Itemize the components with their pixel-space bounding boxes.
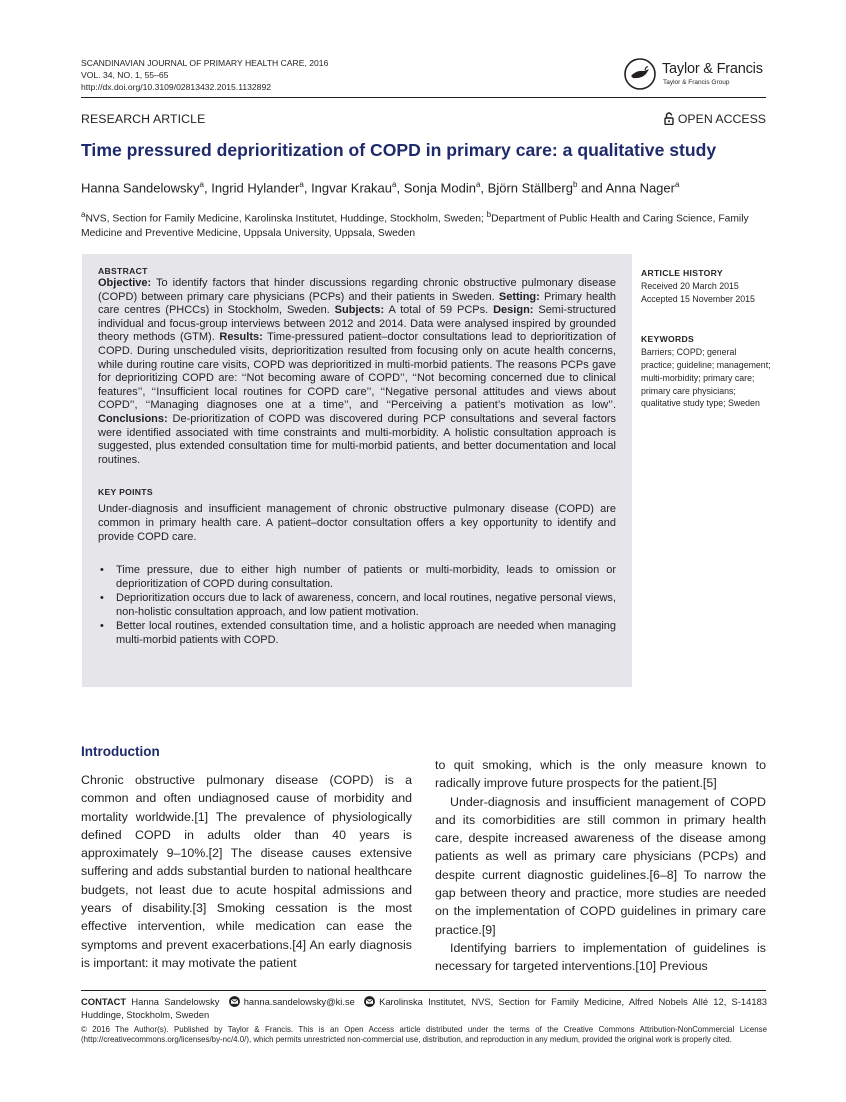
accepted-date: Accepted 15 November 2015 [641, 293, 755, 304]
introduction-heading: Introduction [81, 744, 160, 759]
open-lock-icon [664, 112, 674, 125]
license-text: © 2016 The Author(s). Published by Taylor & Francis. This is an Open Access article distributed under the terms of the Creative Commons Attribution-NonCommercial License (http://creativecommons.org/licenses/by-nc/4.0/), which permits unrestricted non-commercial use, distribution, and reproduction in any medium, provided the original work is properly cited. [81, 1025, 767, 1045]
author-name: Ingvar Krakau [311, 180, 392, 196]
key-points-intro: Under-diagnosis and insufficient management of chronic obstructive pulmonary disease (COPD) are common in primary health care. A patient–doctor consultation offers a key opportunity to identify and provide COPD care. [98, 503, 616, 543]
key-point-item: • Better local routines, extended consultation time, and a holistic approach are needed when managing multi-morbid patients with COPD. [98, 620, 616, 647]
author-name: Ingrid Hylander [211, 180, 300, 196]
author-name: Hanna Sandelowsky [81, 180, 200, 196]
affil-mark-b: b [486, 210, 492, 219]
results-text: Time-pressured patient–doctor consultations lead to deprioritization of COPD. During unscheduled visits, deprioritization resulted from focusing only on acute health concerns, while during routine care visits, COPD was deprioritized in multi-morbid patients. The reasons PCPs gave for deprioritizing COPD are: ‘‘Not becoming aware of COPD’’, ‘‘Not becoming concerned due to clinical features’’, ‘‘Insufficient local routines for COPD care’’, ‘‘Negative personal attitudes and views about COPD’’, ‘‘Managing diagnoses one at a time’’, and ‘‘Perceiving a patient’s motivation as low’’. [98, 331, 616, 412]
open-access-badge [664, 112, 766, 126]
intro-paragraph-cont: to quit smoking, which is the only measure known to radically improve future prospects for the patient.[5] [435, 758, 766, 791]
lamp-logo-icon [624, 58, 656, 90]
contact-name: Hanna Sandelowsky [131, 996, 220, 1007]
intro-right-column [435, 756, 766, 976]
journal-doi-link[interactable]: http://dx.doi.org/10.3109/02813432.2015.1132892 [81, 82, 272, 92]
article-sidebar [641, 267, 771, 410]
open-access-label: OPEN ACCESS [677, 112, 766, 126]
author-affiliation-mark: b [572, 180, 578, 189]
contact-email-link[interactable]: hanna.sandelowsky@ki.se [243, 996, 355, 1007]
design-label: Design: [493, 304, 534, 317]
footer-rule [81, 990, 766, 991]
author-affiliation-mark: a [199, 180, 204, 189]
affiliations [81, 207, 771, 241]
conclusions-text: De-prioritization of COPD was discovered during PCP consultations and several factors were identified associated with time constraints and multi-morbidity. A holistic consultation approach is suggested, plus extended consultation time for multi-morbid patients, and better documentation and local routines. [98, 412, 616, 466]
contact-info [81, 996, 767, 1021]
affil-a: NVS, Section for Family Medicine, Karolinska Institutet, Huddinge, Stockholm, Sweden; [85, 213, 487, 225]
key-points-label: KEY POINTS [98, 487, 153, 498]
article-type: RESEARCH ARTICLE [81, 112, 206, 126]
journal-name: SCANDINAVIAN JOURNAL OF PRIMARY HEALTH CARE, 2016 [81, 58, 329, 68]
author-name: Anna Nager [605, 180, 675, 196]
conclusions-label: Conclusions: [98, 412, 168, 425]
publisher-group: Taylor & Francis Group [663, 79, 730, 86]
author-name: Björn Ställberg [487, 180, 573, 196]
setting-label: Setting: [498, 290, 540, 303]
author-affiliation-mark: a [674, 180, 680, 189]
author-name: Sonja Modin [403, 180, 476, 196]
key-points-list [98, 564, 616, 648]
intro-left-column [81, 771, 412, 972]
keywords-text: Barriers; COPD; general practice; guideline; management; multi-morbidity; primary care; primary care physicians; qualitative study type; Sweden [641, 347, 771, 409]
author-affiliation-mark: a [392, 180, 397, 189]
journal-volume: VOL. 34, NO. 1, 55–65 [81, 70, 169, 80]
contact-address: Karolinska Institutet, NVS, Section for Family Medicine, Alfred Nobels Allé 12, S-14183 Huddinge, Stockholm, Sweden [81, 996, 767, 1020]
affil-b: Department of Public Health and Caring Science, Family Medicine and Preventive Medicine, Uppsala University, Uppsala, Sweden [81, 213, 749, 240]
key-point-item: • Time pressure, due to either high number of patients or multi-morbidity, leads to omission or deprioritization of COPD during consultation. [98, 564, 616, 591]
setting-text: Primary health care centres (PHCCs) in Stockholm, Sweden. [98, 290, 616, 317]
history-label: ARTICLE HISTORY [641, 268, 723, 278]
subjects-text: A total of 59 PCPs. [384, 304, 494, 317]
address-icon [363, 996, 376, 1007]
publisher-name: Taylor & Francis [662, 61, 763, 77]
author-list: Hanna Sandelowsky$^a$, Ingrid Hylander$^a$, Ingvar Krakau$^a$, Sonja Modin$^a$, Björn Ställberg$^b$ and Anna Nager$^a$ [81, 180, 680, 196]
objective-text: To identify factors that hinder discussions regarding chronic obstructive pulmonary disease (COPD) between primary care physicians (PCPs) and their patients in Sweden. [98, 277, 616, 303]
abstract-box [82, 254, 632, 687]
header-rule [81, 97, 766, 98]
journal-meta [81, 57, 328, 93]
email-icon [228, 996, 241, 1007]
publisher-logo [624, 58, 769, 92]
article-title: Time pressured deprioritization of COPD in primary care: a qualitative study [81, 140, 717, 160]
results-label: Results: [219, 331, 263, 344]
key-point-item: • Deprioritization occurs due to lack of awareness, concern, and local routines, negative personal views, non-holistic consultation approach, and low patient motivation. [98, 592, 616, 619]
keywords-label: KEYWORDS [641, 334, 695, 345]
affil-mark-a: a [81, 210, 86, 219]
intro-paragraph: Under-diagnosis and insufficient management of COPD and its comorbidities are still common in primary health care, despite increased awareness of the disease among patients as well as primary care physicians (PCPs) and despite current diagnostic guidelines.[6–8] To narrow the gap between theory and practice, more studies are needed on the implementation of COPD guidelines in primary care practice.[9] [435, 794, 766, 937]
abstract-text [98, 277, 616, 467]
author-affiliation-mark: a [299, 180, 304, 189]
author-affiliation-mark: a [475, 180, 481, 189]
received-date: Received 20 March 2015 [641, 280, 739, 291]
subjects-label: Subjects: [334, 304, 385, 317]
intro-paragraph: Identifying barriers to implementation of guidelines is necessary for targeted interventions.[10] Previous [435, 940, 766, 974]
abstract-label: ABSTRACT [98, 266, 148, 276]
design-text: Semi-structured individual and focus-group interviews between 2012 and 2014. Data were analysed inspired by grounded theory methods (GTM). [98, 304, 616, 344]
objective-label: Objective: [98, 277, 152, 289]
intro-paragraph: Chronic obstructive pulmonary disease (COPD) is a common and often undiagnosed cause of morbidity and mortality worldwide.[1] The prevalence of physiologically defined COPD in adults older than 40 years is approximately 9–10%.[2] The disease causes extensive suffering and adds substantial burden to national healthcare budgets, not least due to acute hospital admissions and years of disability.[3] Smoking cessation is the most effective intervention, while medication can ease the symptoms and prevent exacerbations.[4] An early diagnosis is important: it may motivate the patient [81, 773, 412, 970]
contact-label: CONTACT [81, 996, 127, 1007]
